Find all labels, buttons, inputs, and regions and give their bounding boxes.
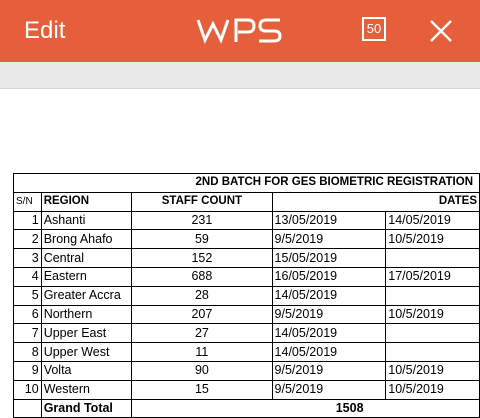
cell-sn[interactable]: 9 — [14, 361, 42, 380]
cell-date1[interactable]: 14/05/2019 — [272, 324, 386, 343]
cell-sn-empty[interactable] — [14, 399, 42, 418]
top-toolbar — [0, 0, 480, 62]
cell-date2[interactable]: 17/05/2019 — [386, 267, 480, 286]
table-row — [14, 305, 480, 324]
cell-region[interactable]: Northern — [41, 305, 132, 324]
cell-sn[interactable]: 5 — [14, 286, 42, 305]
cell-sn[interactable]: 6 — [14, 305, 42, 324]
registration-table — [13, 173, 480, 418]
cell-date1[interactable]: 9/5/2019 — [272, 230, 386, 249]
table-row — [14, 343, 480, 362]
cell-date1[interactable]: 9/5/2019 — [272, 361, 386, 380]
cell-date1[interactable]: 16/05/2019 — [272, 267, 386, 286]
table-row — [14, 286, 480, 305]
table-row — [14, 361, 480, 380]
spreadsheet-area — [13, 173, 480, 418]
header-dates[interactable]: DATES — [272, 192, 479, 211]
cell-date1[interactable]: 13/05/2019 — [272, 211, 386, 230]
table-row — [14, 249, 480, 268]
cell-count[interactable]: 59 — [132, 230, 272, 249]
cell-date1[interactable]: 9/5/2019 — [272, 380, 386, 399]
cell-sn[interactable]: 1 — [14, 211, 42, 230]
header-sn[interactable]: S/N — [14, 192, 42, 211]
page-count-button[interactable]: 50 — [362, 17, 386, 41]
sheet-title[interactable]: 2ND BATCH FOR GES BIOMETRIC REGISTRATION — [14, 174, 480, 193]
cell-date2[interactable]: 10/5/2019 — [386, 380, 480, 399]
header-staff-count[interactable]: STAFF COUNT — [132, 192, 272, 211]
cell-count[interactable]: 152 — [132, 249, 272, 268]
total-row — [14, 399, 480, 418]
table-row — [14, 230, 480, 249]
cell-count[interactable]: 90 — [132, 361, 272, 380]
header-row — [14, 192, 480, 211]
cell-region[interactable]: Upper East — [41, 324, 132, 343]
cell-count[interactable]: 688 — [132, 267, 272, 286]
cell-region[interactable]: Volta — [41, 361, 132, 380]
edit-button[interactable]: Edit — [24, 17, 66, 44]
grand-total-label[interactable]: Grand Total — [41, 399, 132, 418]
cell-sn[interactable]: 4 — [14, 267, 42, 286]
cell-date2[interactable] — [386, 343, 480, 362]
cell-count[interactable]: 231 — [132, 211, 272, 230]
table-row — [14, 380, 480, 399]
cell-region[interactable]: Central — [41, 249, 132, 268]
cell-count[interactable]: 207 — [132, 305, 272, 324]
cell-date1[interactable]: 14/05/2019 — [272, 286, 386, 305]
title-row — [14, 174, 480, 193]
cell-date2[interactable]: 10/5/2019 — [386, 361, 480, 380]
cell-region[interactable]: Eastern — [41, 267, 132, 286]
cell-sn[interactable]: 10 — [14, 380, 42, 399]
cell-region[interactable]: Brong Ahafo — [41, 230, 132, 249]
cell-date1[interactable]: 9/5/2019 — [272, 305, 386, 324]
cell-date2[interactable] — [386, 249, 480, 268]
table-row — [14, 211, 480, 230]
cell-sn[interactable]: 2 — [14, 230, 42, 249]
cell-region[interactable]: Greater Accra — [41, 286, 132, 305]
table-row — [14, 324, 480, 343]
cell-date2[interactable]: 14/05/2019 — [386, 211, 480, 230]
cell-count[interactable]: 27 — [132, 324, 272, 343]
cell-sn[interactable]: 3 — [14, 249, 42, 268]
cell-date2[interactable] — [386, 286, 480, 305]
cell-date1[interactable]: 15/05/2019 — [272, 249, 386, 268]
cell-date1[interactable]: 14/05/2019 — [272, 343, 386, 362]
header-region[interactable]: REGION — [41, 192, 132, 211]
cell-sn[interactable]: 7 — [14, 324, 42, 343]
cell-count[interactable]: 28 — [132, 286, 272, 305]
cell-count[interactable]: 11 — [132, 343, 272, 362]
cell-region[interactable]: Western — [41, 380, 132, 399]
cell-date2[interactable]: 10/5/2019 — [386, 230, 480, 249]
cell-region[interactable]: Upper West — [41, 343, 132, 362]
table-row — [14, 267, 480, 286]
cell-region[interactable]: Ashanti — [41, 211, 132, 230]
cell-count[interactable]: 15 — [132, 380, 272, 399]
wps-logo — [196, 16, 284, 44]
formula-bar — [0, 62, 480, 89]
grand-total-value[interactable]: 1508 — [132, 399, 480, 418]
cell-date2[interactable] — [386, 324, 480, 343]
cell-sn[interactable]: 8 — [14, 343, 42, 362]
close-icon[interactable] — [428, 18, 454, 44]
cell-date2[interactable]: 10/5/2019 — [386, 305, 480, 324]
